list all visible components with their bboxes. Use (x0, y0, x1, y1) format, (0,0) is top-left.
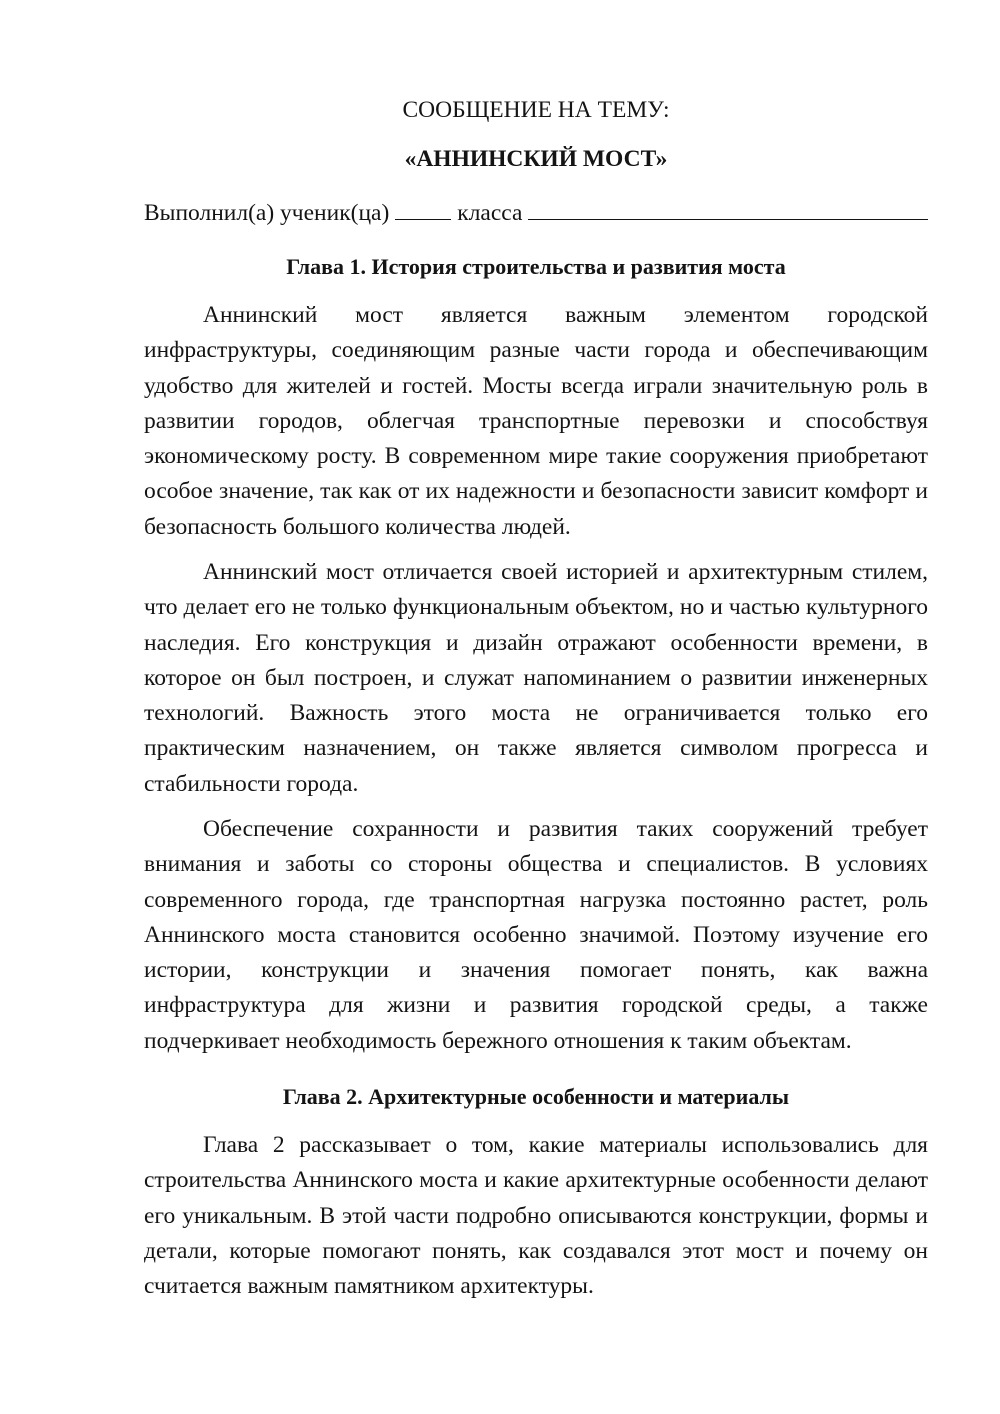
chapter-1-paragraph: Аннинский мост отличается своей историей и архитектурным стилем, что делает его не только функциональным объектом, но и частью культурного наследия. Его конструкция и дизайн отражают особенности времени, в которое он был построен, и служат напоминанием о развитии инженерных технологий. Важность этого моста не ограничивается только его практическим назначением, он также является символом прогресса и стабильности города. (144, 559, 928, 797)
document-title-line-2: «АННИНСКИЙ МОСТ» (404, 146, 668, 172)
author-line (144, 198, 928, 228)
chapter-2-paragraph: Глава 2 рассказывает о том, какие материалы использовались для строительства Аннинского моста и какие архитектурные особенности делают его уникальным. В этой части подробно описываются конструкции, формы и детали, которые помогают понять, как создавался этот мост и почему он считается важным памятником архитектуры. (144, 1132, 928, 1300)
chapter-1-paragraph: Обеспечение сохранности и развития таких сооружений требует внимания и заботы со стороны общества и специалистов. В условиях современного города, где транспортная нагрузка постоянно растет, роль Аннинского моста становится особенно значимой. Поэтому изучение его истории, конструкции и значения помогает понять, как важна инфраструктура для жизни и развития городской среды, а также подчеркивает необходимость бережного отношения к таким объектам. (144, 816, 928, 1054)
chapter-2-heading: Глава 2. Архитектурные особенности и материалы (282, 1084, 790, 1109)
document-title-line-1: СООБЩЕНИЕ НА ТЕМУ: (402, 97, 670, 123)
author-class-word: класса (457, 200, 523, 226)
chapter-1-paragraph: Аннинский мост является важным элементом городской инфраструктуры, соединяющим разные части города и обеспечивающим удобство для жителей и гостей. Мосты всегда играли значительную роль в развитии городов, облегчая транспортные перевозки и способствуя экономическому росту. В современном мире такие сооружения приобретают особое значение, так как от их надежности и безопасности зависит комфорт и безопасность большого количества людей. (144, 302, 928, 540)
class-number-blank (395, 199, 451, 220)
student-name-blank (528, 199, 928, 220)
author-prefix: Выполнил(а) ученик(ца) (144, 200, 390, 226)
chapter-1-heading: Глава 1. История строительства и развития моста (286, 254, 786, 279)
